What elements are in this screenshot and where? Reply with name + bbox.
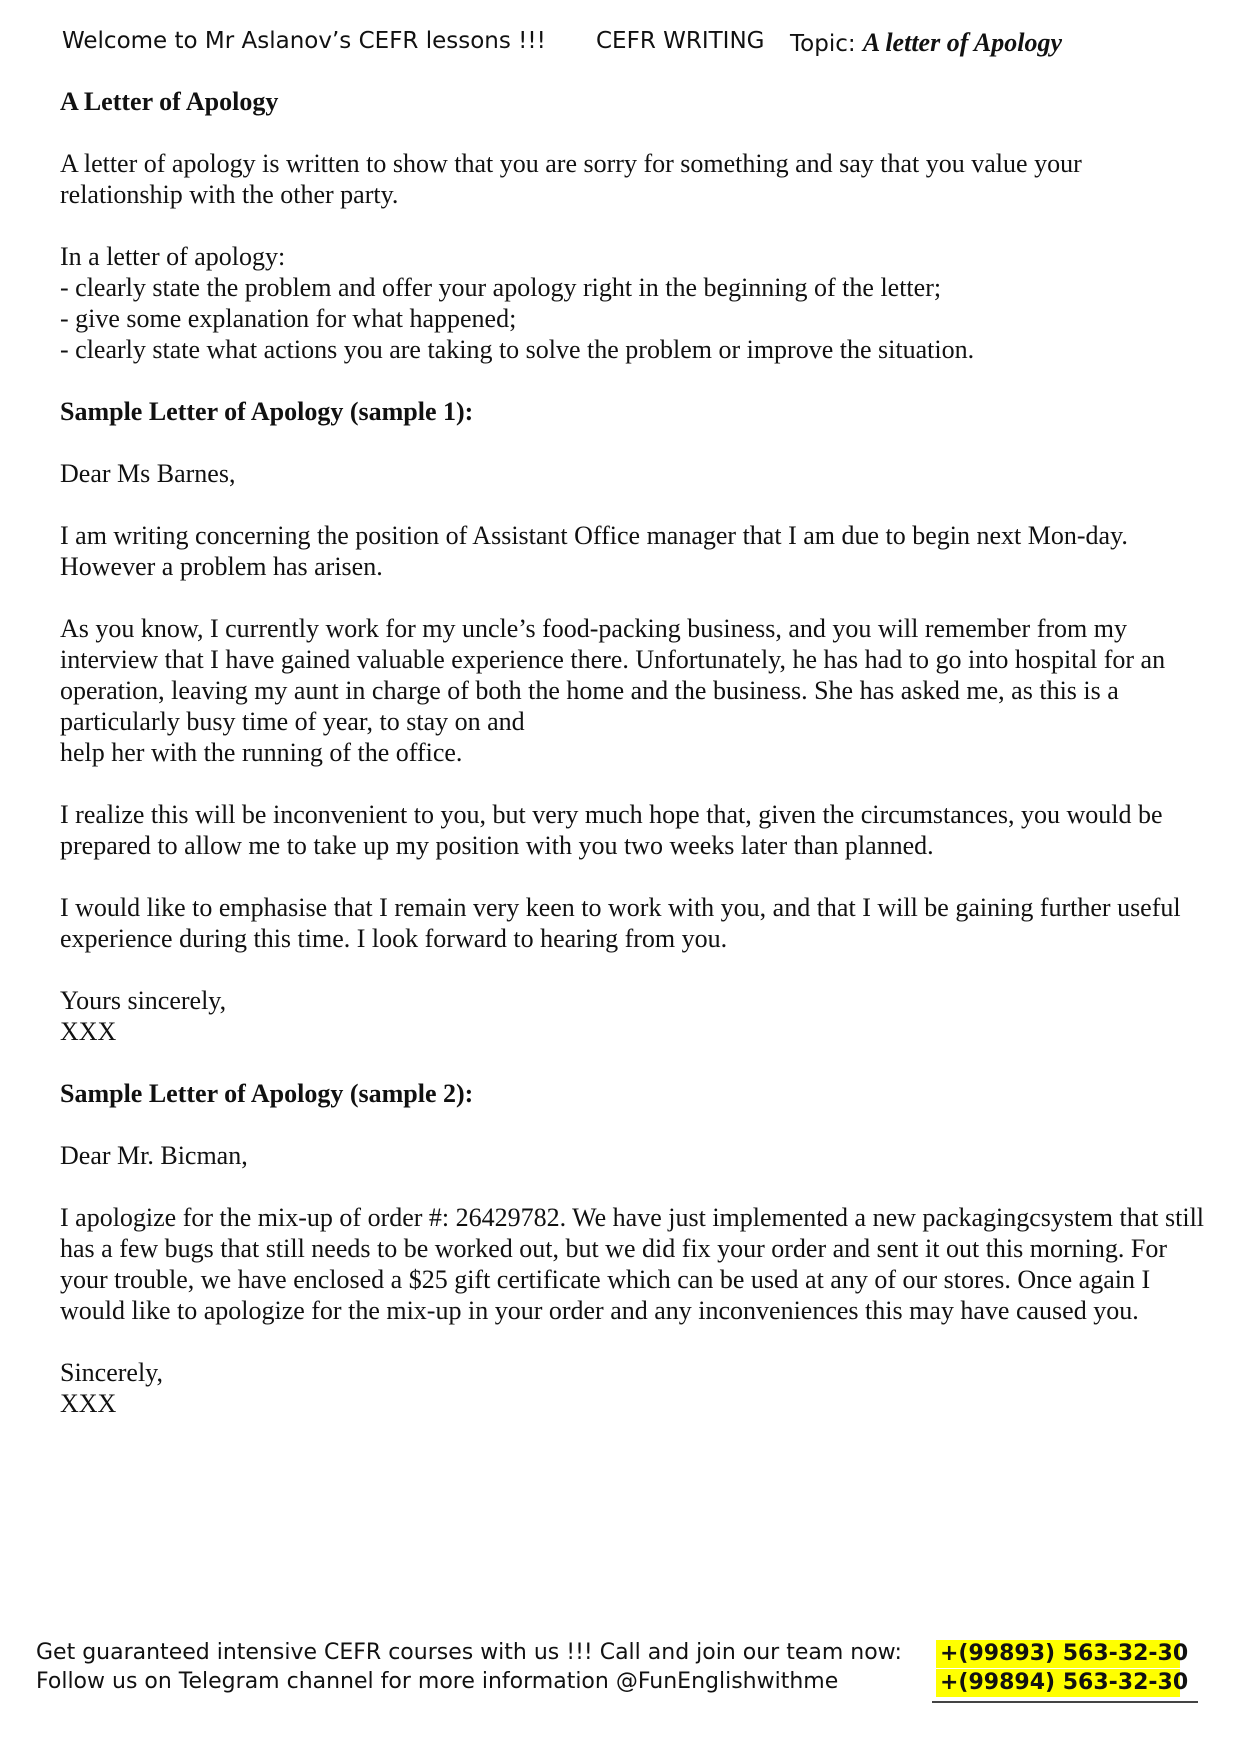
sample1-paragraph xyxy=(60,613,1210,768)
tips-list-item: - clearly state what actions you are taking to solve the problem or improve the situation. xyxy=(60,335,975,364)
sample1-paragraph: I would like to emphasise that I remain very keen to work with you, and that I will be gaining further useful experience during this time. I look forward to hearing from you. xyxy=(60,893,1181,953)
footer-promo-text: Get guaranteed intensive CEFR courses with us !!! Call and join our team now: xyxy=(36,1640,902,1665)
sample2-signoff xyxy=(60,1357,1210,1419)
footer-phone-2[interactable]: +(99894) 563-32-30 xyxy=(936,1669,1180,1697)
sample1-signature: XXX xyxy=(60,1017,117,1046)
page-header xyxy=(62,28,1182,62)
tips-list-intro: In a letter of apology: xyxy=(60,242,286,271)
tips-list-item: - give some explanation for what happened; xyxy=(60,304,517,333)
sample1-closing: Yours sincerely, xyxy=(60,986,227,1015)
document-body xyxy=(60,86,1210,1450)
page-footer xyxy=(36,1640,1206,1702)
sample2-paragraph: I apologize for the mix-up of order #: 26429782. We have just implemented a new packagingcsystem that still has a few bugs that still needs to be worked out, but we did fix your order and sent it out this morning. For your trouble, we have enclosed a $25 gift certificate which can be used at any of our stores. Once again I would like to apologize for the mix-up in your order and any inconveniences this may have caused you. xyxy=(60,1203,1205,1325)
sample2-heading: Sample Letter of Apology (sample 2): xyxy=(60,1079,474,1108)
sample1-paragraph: I am writing concerning the position of Assistant Office manager that I am due to begin next Mon-day. However a problem has arisen. xyxy=(60,521,1128,581)
tips-list-item: - clearly state the problem and offer your apology right in the beginning of the letter; xyxy=(60,273,942,302)
sample2-greeting: Dear Mr. Bicman, xyxy=(60,1141,248,1170)
intro-paragraph: A letter of apology is written to show that you are sorry for something and say that you value your relationship with the other party. xyxy=(60,149,1082,209)
sample2-closing: Sincerely, xyxy=(60,1358,163,1387)
tips-list xyxy=(60,241,1210,365)
sample1-heading: Sample Letter of Apology (sample 1): xyxy=(60,397,474,426)
header-topic-value: A letter of Apology xyxy=(862,28,1062,57)
header-welcome: Welcome to Mr Aslanov’s CEFR lessons !!! xyxy=(62,28,546,54)
sample1-signoff xyxy=(60,985,1210,1047)
sample1-paragraph-part: help her with the running of the office. xyxy=(60,738,463,767)
header-topic-label: Topic: xyxy=(790,31,863,57)
sample1-greeting: Dear Ms Barnes, xyxy=(60,459,236,488)
sample1-paragraph: I realize this will be inconvenient to you, but very much hope that, given the circumstances, you would be prepared to allow me to take up my position with you two weeks later than planned. xyxy=(60,800,1163,860)
sample2-signature: XXX xyxy=(60,1389,117,1418)
footer-phone-1[interactable]: +(99893) 563-32-30 xyxy=(936,1640,1180,1668)
header-section: CEFR WRITING xyxy=(596,28,765,54)
footer-telegram-text: Follow us on Telegram channel for more information @FunEnglishwithme xyxy=(36,1669,839,1694)
document-title: A Letter of Apology xyxy=(60,87,279,116)
header-topic xyxy=(790,28,1062,58)
sample1-paragraph-part: As you know, I currently work for my uncle’s food-packing business, and you will remember from my interview that I have gained valuable experience there. Unfortunately, he has had to go into hospital for an operation, leaving my aunt in charge of both the home and the business. She has asked me, as this is a particularly busy time of year, to stay on and xyxy=(60,614,1166,736)
footer-phone-underline xyxy=(932,1701,1198,1703)
